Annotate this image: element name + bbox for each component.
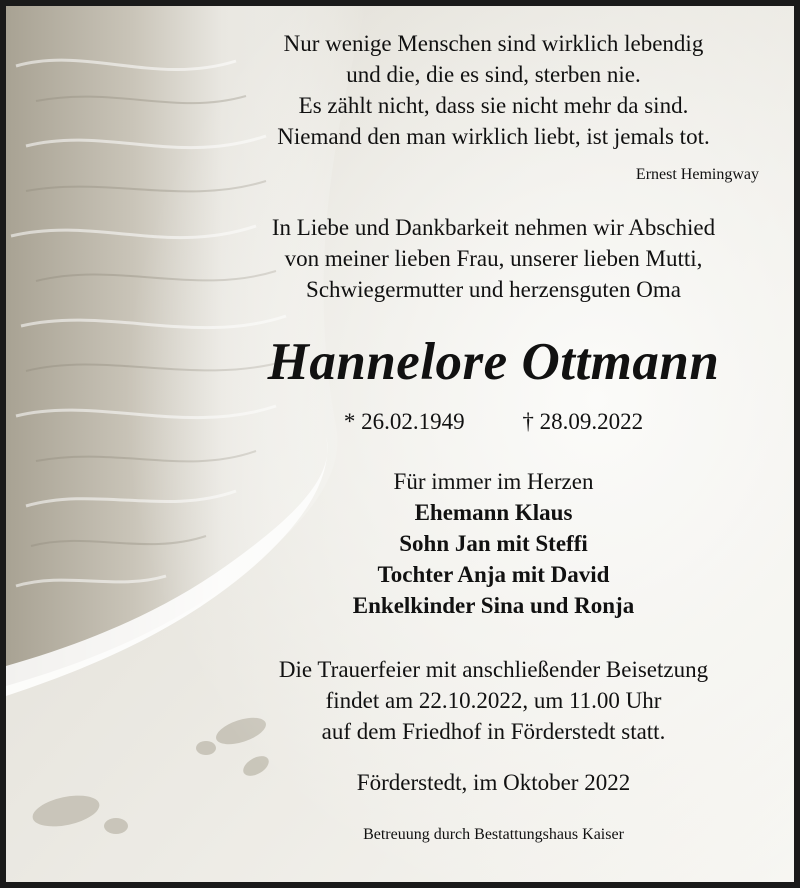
life-dates [206,409,781,435]
service-line: Die Trauerfeier mit anschließender Beisetzung [278,657,709,682]
quote-line: Nur wenige Menschen sind wirklich lebendig [283,31,704,56]
birth-date: * 26.02.1949 [343,409,465,434]
farewell-intro [206,212,781,305]
deceased-name: Hannelore Ottmann [267,333,720,391]
intro-line: von meiner lieben Frau, unserer lieben Mutti, [284,246,703,271]
mourner: Ehemann Klaus [414,500,573,525]
service-line: auf dem Friedhof in Förderstedt statt. [321,719,666,744]
obituary-text [206,6,781,882]
quote [206,28,781,152]
place-and-date: Förderstedt, im Oktober 2022 [356,770,631,795]
funeral-service-info [206,654,781,747]
quote-author: Ernest Hemingway [635,166,759,183]
intro-line: Schwiegermutter und herzensguten Oma [306,277,681,302]
intro-line: In Liebe und Dankbarkeit nehmen wir Abschied [271,215,716,240]
quote-line: Es zählt nicht, dass sie nicht mehr da sind. [298,93,689,118]
quote-line: und die, die es sind, sterben nie. [346,62,641,87]
death-date: † 28.09.2022 [522,409,644,434]
mourner: Enkelkinder Sina und Ronja [352,593,635,618]
mourner: Tochter Anja mit David [377,562,610,587]
mourner: Sohn Jan mit Steffi [399,531,588,556]
undertaker-note: Betreuung durch Bestattungshaus Kaiser [363,826,624,843]
mourners [206,466,781,621]
mourners-heading: Für immer im Herzen [393,469,594,494]
quote-line: Niemand den man wirklich liebt, ist jemals tot. [277,124,710,149]
service-line: findet am 22.10.2022, um 11.00 Uhr [325,688,662,713]
